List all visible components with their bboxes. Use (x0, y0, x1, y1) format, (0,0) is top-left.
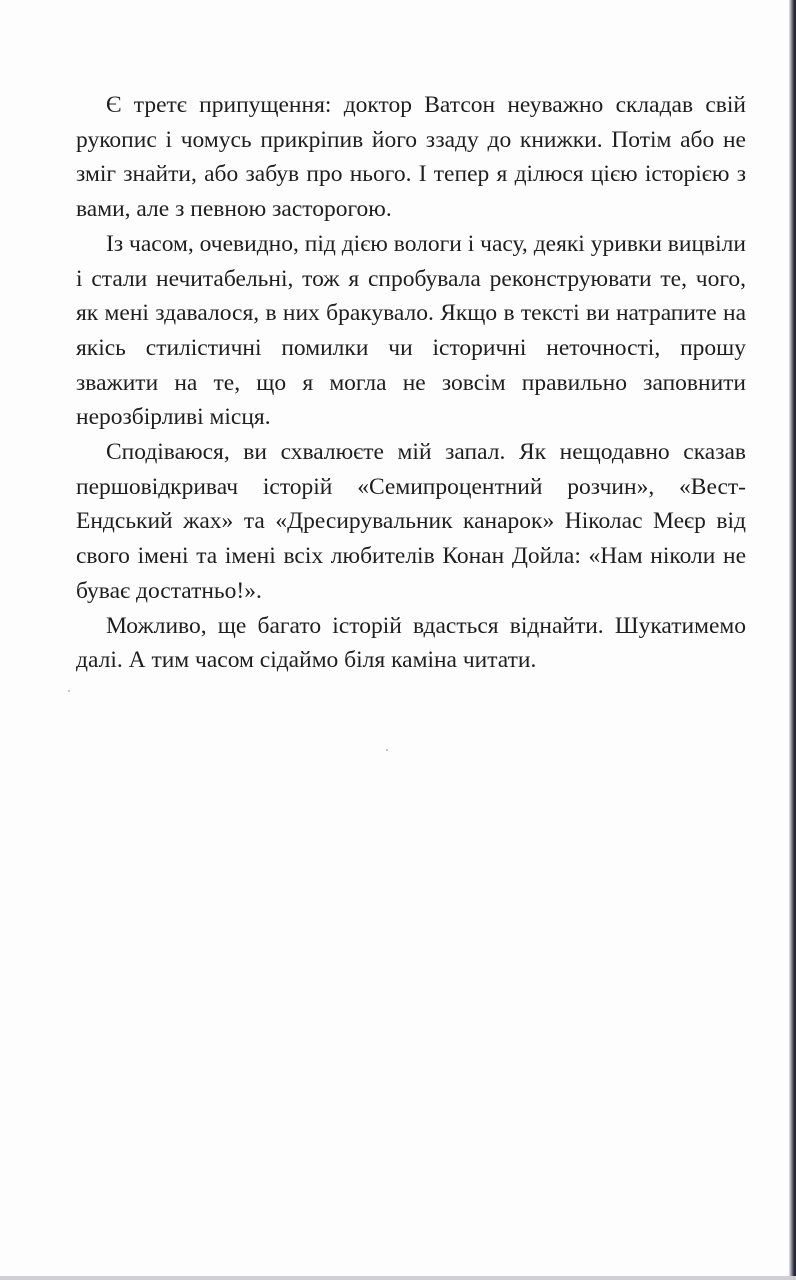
page-bottom-edge (0, 1276, 796, 1280)
paragraph-1: Є третє припущення: доктор Ватсон неуважно складав свій рукопис і чомусь прикріпив його ззаду до книжки. Потім або не зміг знайти, або забув про нього. І тепер я ділюся цією історією з вами, але з певною засторогою. (76, 92, 746, 223)
body-text (76, 88, 746, 678)
paragraph-3: Сподіваюся, ви схвалюєте мій запал. Як нещодавно сказав першовідкривач історій «Семипроцентний розчин», «Вест-Ендський жах» та «Дресирувальник канарок» Ніколас Меєр від свого імені та імені всіх любителів Конан Дойла: «Нам ніколи не буває достатньо!». (76, 439, 746, 604)
book-cover-edge (789, 0, 796, 1280)
paper-speck (386, 749, 388, 751)
paragraph-4: Можливо, ще багато історій вдасться віднайти. Шукатимемо далі. А тим часом сідаймо біля каміна читати. (76, 612, 746, 674)
paragraph-2: Із часом, очевидно, під дією вологи і часу, деякі уривки вицвіли і стали нечитабельні, тож я спробувала реконструювати те, чого, як мені здавалося, в них бракувало. Якщо в тексті ви натрапите на якісь стилістичні помилки чи історичні неточності, прошу зважити на те, що я могла не зовсім правильно заповнити нерозбірливі місця. (76, 230, 746, 431)
paper-speck (68, 690, 70, 692)
